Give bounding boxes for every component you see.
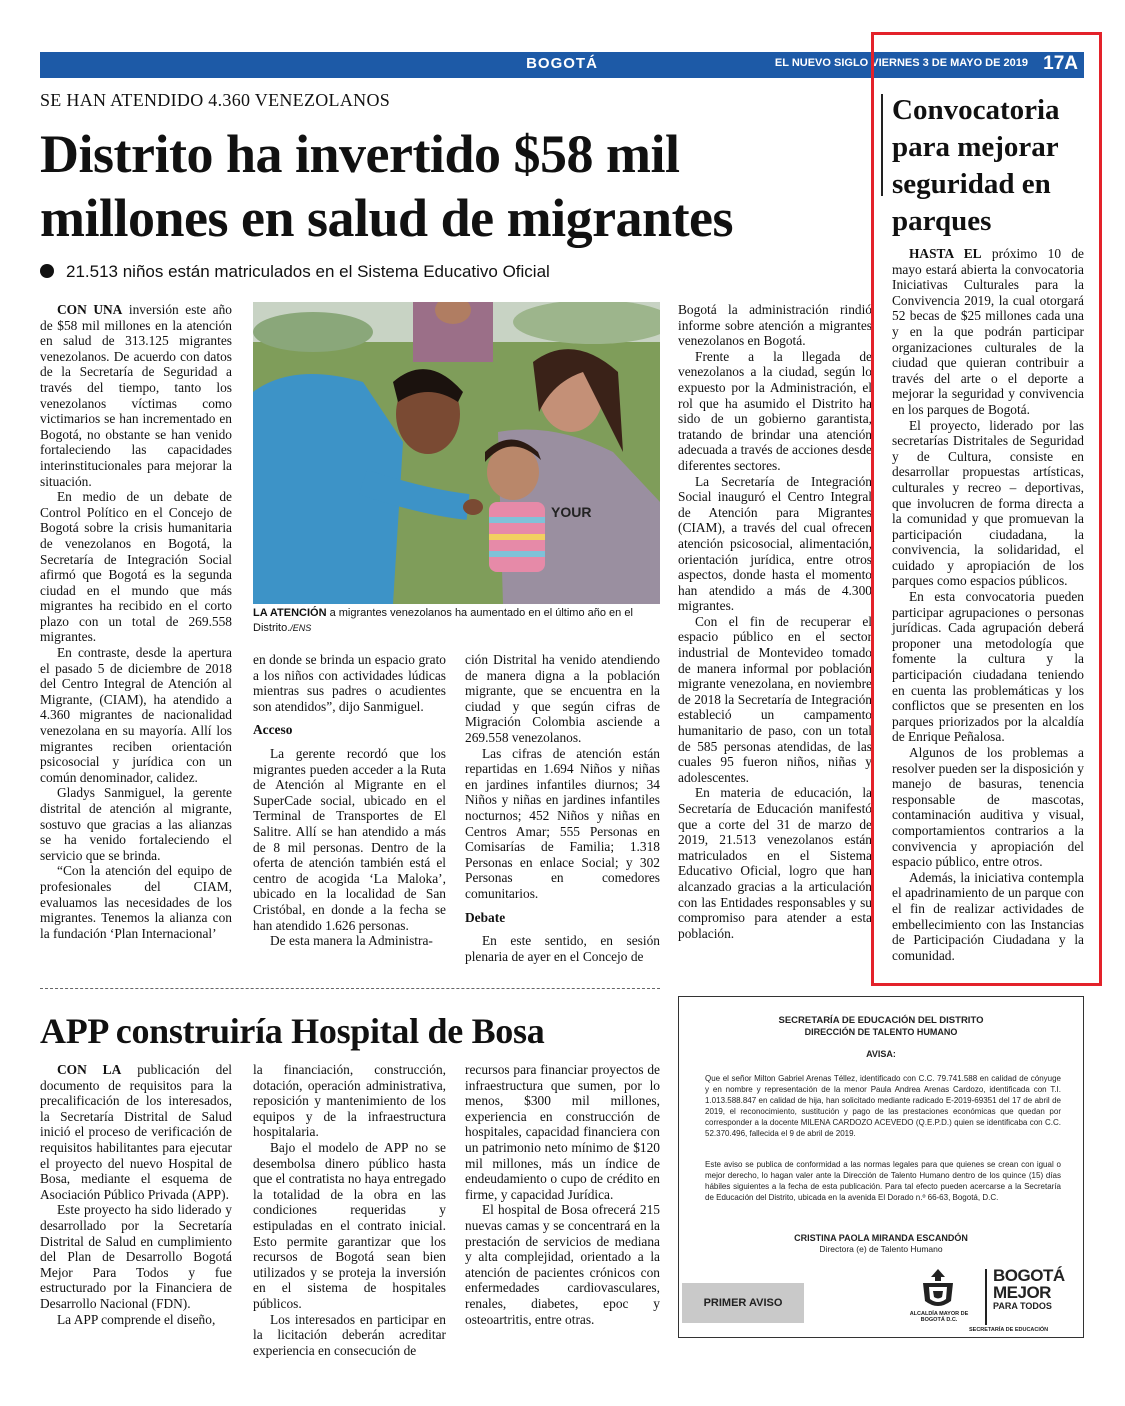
notice-paragraph: Que el señor Milton Gabriel Arenas Téllez, identificado con C.C. 79.741.588 en calidad de cónyuge y en nombre y representación de la menor Paula Andrea Arenas Cardozo, identificada con T.I. 1.013.588.847 en calidad de hija, han solicitado mediante radicado E-2019-69351 del 17 de abril de 2019, el reconocimiento, sustitución y pago de las prestaciones económicas que quedan por corresponder a la docente MILENA CARDOZO ACEVEDO (Q.E.P.D.) quien se identificaba con C.C. 52.370.496, fallecida el 9 de abril de 2019. bbox=[705, 1074, 1061, 1138]
paragraph bbox=[40, 302, 232, 489]
alcaldia-label: ALCALDÍA MAYOR DE BOGOTÁ D.C. bbox=[909, 1311, 969, 1323]
bosa-column-1 bbox=[40, 1062, 232, 1327]
shirt-text: YOUR bbox=[551, 504, 592, 520]
title-rule bbox=[881, 94, 883, 196]
section-subhead: Debate bbox=[465, 909, 506, 925]
legal-notice bbox=[678, 996, 1084, 1338]
paragraph: El hospital de Bosa ofrecerá 215 nuevas camas y se concentrará en la prestación de servicios de mediana y alta complejidad, orientado a la atención de pacientes crónicos con enfermedades cardiovasculares, renales, diabetes, epoc y osteoartritis, entre otras. bbox=[465, 1202, 660, 1327]
caption-lead: LA ATENCIÓN bbox=[253, 607, 327, 619]
paragraph: Bajo el modelo de APP no se desembolsa dinero público hasta que el contratista no haya entregado la totalidad de la obra en las condiciones requeridas y estipuladas en el contrato inicial. Esto permite garantizar que los recursos de Bogotá sean bien utilizados y se proteja la inversión en el sistema de hospitales públicos. bbox=[253, 1139, 446, 1311]
bogota-emblem-icon bbox=[915, 1267, 961, 1311]
paragraph: La APP comprende el diseño, bbox=[57, 1311, 216, 1327]
article-column-2 bbox=[253, 652, 446, 949]
paragraph: recursos para financiar proyectos de infraestructura que sumen, por lo menos, $300 mil millones, experiencia en construcción de hospitales, capacidad financiera con un patrimonio neto mínimo de $120 mil millones, más un índice de endeudamiento o cupo de crédito en firme, y capacidad Jurídica. bbox=[465, 1062, 660, 1202]
first-notice-badge: PRIMER AVISO bbox=[682, 1283, 804, 1323]
article-kicker: SE HAN ATENDIDO 4.360 VENEZOLANOS bbox=[40, 90, 391, 110]
paragraph: Este proyecto ha sido liderado y desarrollado por la Secretaría Distrital de Salud en cumplimiento del Plan de Desarrollo Bogotá Mejor Para Todos y fue estructurado por la Financiera de Desarrollo Nacional (FDN). bbox=[40, 1202, 232, 1311]
sidebar-title: Convocatoria para mejorar seguridad en parques bbox=[892, 94, 1060, 237]
paragraph: En materia de educación, la Secretaría de Educación manifestó que a corte del 31 de marzo de 2019, 21.513 venezolanos están matriculados en el Sistema Educativo Oficial, logro que han alcanzado gracias a la articulación con las Entidades responsables y su compromiso para atender a esta población. bbox=[678, 785, 872, 941]
paragraph: La gerente recordó que los migrantes pueden acceder a la Ruta de Atención al Migrante en el SuperCade social, ubicado en el Terminal de Transportes de El Salitre. Allí se han atendido a más de 8 mil personas. Dentro de la oferta de atención también está el centro de acogida ‘La Maloka’, ubicado en la localidad de San Cristóbal, en donde a la fecha se han atendido 1.626 personas. bbox=[253, 745, 446, 933]
paragraph: De esta manera la Administra- bbox=[270, 933, 433, 949]
section-subhead: Acceso bbox=[253, 722, 293, 738]
paragraph-text: próximo 10 de mayo estará abierta la convocatoria Iniciativas Culturales para la Convivencia 2019, la cual otorgará 52 becas de $25 millones cada una y en la que podrán participar organizaciones culturales de la ciudad que quieran contribuir a través del arte o el deporte a mejorar la seguridad y convivencia en los parques de Bogotá. bbox=[892, 246, 1084, 417]
lead-in: CON LA bbox=[57, 1062, 122, 1077]
paragraph: El proyecto, liderado por las secretarías Distritales de Seguridad y de Cultura, consiste en desarrollar propuestas artísticas, culturales y recreo – deportivas, que involucren de forma directa a la comunidad y que promuevan la participación ciudadana, la convivencia, la solidaridad, el cuidado y apropiación de los parques como espacios públicos. bbox=[892, 417, 1084, 589]
caption-text: a migrantes venezolanos ha aumentado en el último año en el Distrito. bbox=[253, 607, 633, 634]
notice-paragraph: Este aviso se publica de conformidad a las normas legales para que quienes se crean con igual o mejor derecho, lo hagan valer ante la Dirección de Talento Humano dentro de los quince (15) días hábiles siguientes a la fecha de esta publicación. Para tal efecto pueden acercarse a la Secretaría de Educación del Distrito, ubicada en la avenida El Dorado n.º 66-63, Bogotá, D.C. bbox=[705, 1160, 1061, 1202]
logo-text: BOGOTÁ bbox=[993, 1266, 1065, 1285]
bosa-column-3 bbox=[465, 1062, 660, 1327]
section-name: BOGOTÁ bbox=[526, 55, 598, 72]
photo-credit: /ENS bbox=[290, 623, 312, 633]
paragraph: Los interesados en participar en la licitación deberán acreditar experiencia en consecución de bbox=[253, 1311, 446, 1358]
paragraph: En este sentido, en sesión plenaria de ayer en el Concejo de bbox=[465, 933, 660, 964]
logo-text: MEJOR bbox=[993, 1283, 1051, 1302]
paragraph: Las cifras de atención están repartidas en 1.694 Niños y niñas en jardines infantiles diurnos; 34 Niños y niñas en jardines infantiles nocturnos; 452 Niños y niñas en Centros Amar; 555 Personas en Comisarías de Familia; 1.318 Personas en enlace Social; y 302 Personas en comedores comunitarios. bbox=[465, 745, 660, 901]
paragraph: “Con la atención del equipo de profesionales del CIAM, evaluamos las necesidades de los migrantes. Tenemos la alianza con la fundación ‘Plan Internacional’ bbox=[40, 863, 232, 941]
bosa-headline: APP construiría Hospital de Bosa bbox=[40, 1011, 545, 1051]
lead-in: HASTA EL bbox=[909, 246, 982, 261]
article-subhead bbox=[40, 262, 550, 282]
notice-org: SECRETARÍA DE EDUCACIÓN DEL DISTRITO bbox=[778, 1015, 984, 1026]
sidebar-body bbox=[892, 246, 1084, 963]
paragraph: En contraste, desde la apertura el pasado 5 de diciembre de 2018 del Centro Integral de Atención al Migrante, (CIAM), ha atendido a 4.360 migrantes de nacionalidad venezolana en su mayoría. Allí los migrantes reciben orientación psicosocial y jurídica con un común denominador, calidez. bbox=[40, 645, 232, 785]
article-column-4 bbox=[678, 302, 872, 941]
notice-signer: CRISTINA PAOLA MIRANDA ESCANDÓN bbox=[794, 1233, 968, 1243]
notice-signer-role: Directora (e) de Talento Humano bbox=[819, 1244, 943, 1254]
page-number: 17A bbox=[1043, 53, 1078, 74]
paragraph: Frente a la llegada de venezolanos a la ciudad, según lo expuesto por la Administración, el rol que ha asumido el Distrito ha sido de un gobierno garantista, tratando de brindar una atención adecuada a través de acciones desde diferentes sectores. bbox=[678, 348, 872, 473]
paragraph-text: publicación del documento de requisitos para la precalificación de los interesados, la Secretaría Distrital de Salud inició el proceso de verificación de requisitos habilitantes para ejecutar el proyecto del nuevo Hospital de Bosa, mediante el esquema de Asociación Público Privada (APP). bbox=[40, 1062, 232, 1202]
photo-caption bbox=[253, 606, 660, 636]
paragraph: ción Distrital ha venido atendiendo de manera digna a la población migrante, que se encuentra en la ciudad y que según cifras de Migración Colombia asciende a 269.558 venezolanos. bbox=[465, 652, 660, 745]
paragraph: Con el fin de recuperar el espacio público en el sector industrial de Montevideo tomado de manera informal por población migrante venezolana, en noviembre de 2018 la Secretaría de Integración estableció un campamento humanitario de paso, con un total de 585 personas atendidas, de las cuales 95 fueron niños, niñas y adolescentes. bbox=[678, 613, 872, 785]
paragraph: Bogotá la administración rindió informe sobre atención a migrantes venezolanos en Bogotá. bbox=[678, 302, 872, 349]
paragraph: en donde se brinda un espacio grato a los niños con actividades lúdicas mientras sus padres o acudientes son atendidos”, dijo Sanmiguel. bbox=[253, 652, 446, 714]
paragraph-text: inversión este año de $58 mil millones en la atención en salud de 313.125 migrantes venezolanos. De acuerdo con datos de la Secretaría de Seguridad a través del tiempo, tanto los venezolanos víctimas como victimarios se han incrementado en Bogotá, no obstante se han venido fortaleciendo las capacidades interinstitucionales para mejorar la situación. bbox=[40, 302, 232, 489]
article-divider bbox=[40, 988, 660, 989]
bosa-column-2 bbox=[253, 1062, 446, 1358]
paragraph: la financiación, construcción, dotación, operación administrativa, reposición y mantenimiento de los equipos y de la infraestructura hospitalaria. bbox=[253, 1062, 446, 1140]
notice-avisa: AVISA: bbox=[866, 1049, 896, 1059]
paragraph: Algunos de los problemas a resolver pueden ser la disposición y manejo de basuras, tenencia responsable de mascotas, contaminación auditiva y visual, comportamientos contrarios a la convivencia y apropiación del espacio público, entre otros. bbox=[892, 745, 1084, 870]
bullet-icon bbox=[40, 264, 54, 278]
notice-dept: DIRECCIÓN DE TALENTO HUMANO bbox=[804, 1027, 958, 1037]
paragraph bbox=[892, 246, 1084, 418]
paragraph bbox=[40, 1062, 232, 1202]
article-column-3 bbox=[465, 652, 660, 964]
sec-edu-label: SECRETARÍA DE EDUCACIÓN bbox=[969, 1327, 1049, 1333]
photo-illustration bbox=[253, 302, 660, 604]
lead-in: CON UNA bbox=[57, 302, 123, 317]
logo-divider bbox=[985, 1269, 987, 1325]
subhead-text: 21.513 niños están matriculados en el Sistema Educativo Oficial bbox=[66, 262, 550, 281]
article-headline: Distrito ha invertido $58 mil millones en salud de migrantes bbox=[40, 124, 734, 248]
paragraph: Gladys Sanmiguel, la gerente distrital de atención al migrante, sostuvo que gracias a las alianzas se ha venido fortaleciendo el servicio que se brinda. bbox=[40, 785, 232, 863]
paragraph: En esta convocatoria pueden participar agrupaciones o personas jurídicas. Cada agrupación deberá proponer una metodología que fomente la cultura y la participación ciudadana teniendo en cuenta las problemáticas y los conflictos que se presenten en los parques priorizados por la alcaldía de Enrique Peñalosa. bbox=[892, 589, 1084, 745]
logo-text: PARA TODOS bbox=[993, 1301, 1052, 1311]
article-column-1 bbox=[40, 302, 232, 941]
paragraph: En medio de un debate de Control Político en el Concejo de Bogotá sobre la crisis humanitaria de venezolanos en Bogotá, la Secretaría de Integración Social afirmó que Bogotá es la segunda ciudad en el mundo que más migrantes ha recibido en el corto plazo con un total de 269.558 migrantes. bbox=[40, 489, 232, 645]
paragraph: La Secretaría de Integración Social inauguró el Centro Integral de Atención para Migrantes (CIAM), a través del cual ofrecen atención psicosocial, alimentación, orientación jurídica, entre otros aspectos, donde hasta el momento han atendido a más de 4.300 migrantes. bbox=[678, 473, 872, 614]
article-photo bbox=[253, 302, 660, 604]
paragraph: Además, la iniciativa contempla el apadrinamiento de un parque con el fin de realizar actividades de embellecimiento con las Instancias de Participación Ciudadana y la comunidad. bbox=[892, 869, 1084, 963]
dateline: EL NUEVO SIGLO VIERNES 3 DE MAYO DE 2019 bbox=[774, 57, 1028, 69]
